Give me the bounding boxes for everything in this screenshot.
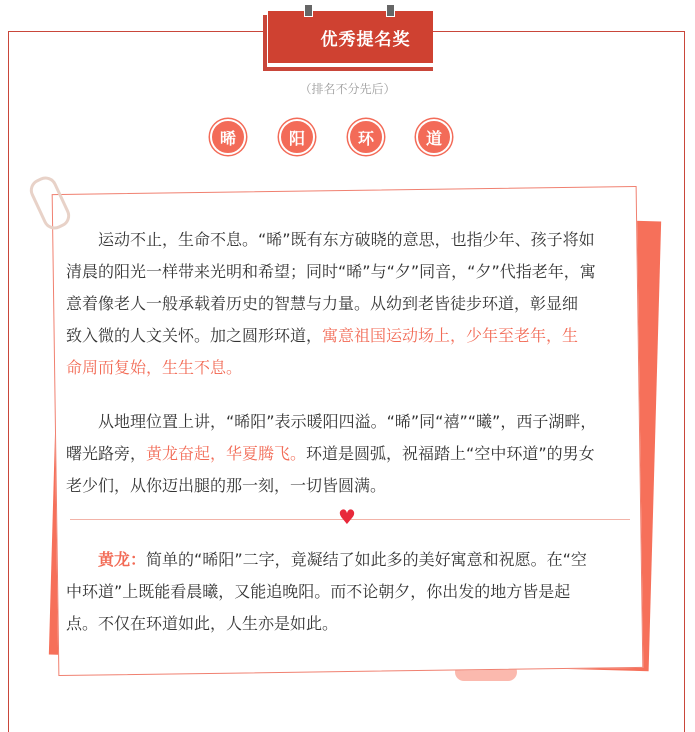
body-text: 简单的“晞阳”二字，竟凝结了如此多的美好寓意和祝愿。在“空	[146, 550, 587, 569]
body-text: 中环道”上既能看晨曦，又能追晚阳。而不论朝夕，你出发的地方皆是起	[66, 582, 571, 601]
description-text	[66, 224, 636, 640]
body-text	[66, 550, 98, 569]
text-line	[66, 470, 636, 502]
award-title-badge	[268, 11, 433, 63]
ranking-note: （排名不分先后）	[299, 82, 396, 96]
badge-clip-icon	[386, 4, 395, 17]
circle-char: 阳	[279, 119, 315, 155]
highlight-text: 命周而复始，生生不息。	[66, 358, 243, 377]
highlight-text: 黄龙：	[98, 550, 147, 569]
body-text: 从地理位置上讲，“晞阳”表示暖阳四溢。“晞”同“禧”“曦”，西子湖畔，	[66, 412, 597, 431]
paragraph	[66, 224, 636, 384]
body-text: 意着像老人一般承载着历史的智慧与力量。从幼到老皆徒步环道，彰显细	[66, 294, 579, 313]
paragraph	[66, 544, 636, 640]
paragraph	[66, 406, 636, 502]
text-line	[66, 288, 636, 320]
highlight-text: 黄龙奋起，华夏腾飞。	[146, 444, 307, 463]
text-line	[66, 544, 636, 576]
award-title: 优秀提名奖	[320, 29, 411, 50]
text-line	[66, 256, 636, 288]
text-line	[66, 576, 636, 608]
text-line	[66, 406, 636, 438]
body-text: 点。不仅在环道如此，人生亦是如此。	[66, 614, 339, 633]
text-line	[66, 320, 636, 352]
heart-icon: ♥	[338, 505, 356, 529]
body-text: 致入微的人文关怀。加之圆形环道，	[66, 326, 323, 345]
body-text: 曙光路旁，	[66, 444, 147, 463]
text-line	[66, 352, 636, 384]
text-line	[66, 608, 636, 640]
circle-char: 环	[348, 119, 384, 155]
text-line	[66, 224, 636, 256]
body-text: 运动不止，生命不息。“晞”既有东方破晓的意思，也指少年、孩子将如	[66, 230, 595, 249]
highlight-text: 寓意祖国运动场上，少年至老年，生	[322, 326, 579, 345]
circle-char: 晞	[210, 119, 246, 155]
body-text: 老少们，从你迈出腿的那一刻，一切皆圆满。	[66, 476, 387, 495]
badge-clip-icon	[304, 4, 313, 17]
body-text: 环道是圆弧，祝福踏上“空中环道”的男女	[306, 444, 595, 463]
body-text: 清晨的阳光一样带来光明和希望；同时“晞”与“夕”同音，“夕”代指老年，寓	[66, 262, 596, 281]
paragraph-gap	[66, 384, 636, 406]
text-line	[66, 438, 636, 470]
circle-char: 道	[416, 119, 452, 155]
